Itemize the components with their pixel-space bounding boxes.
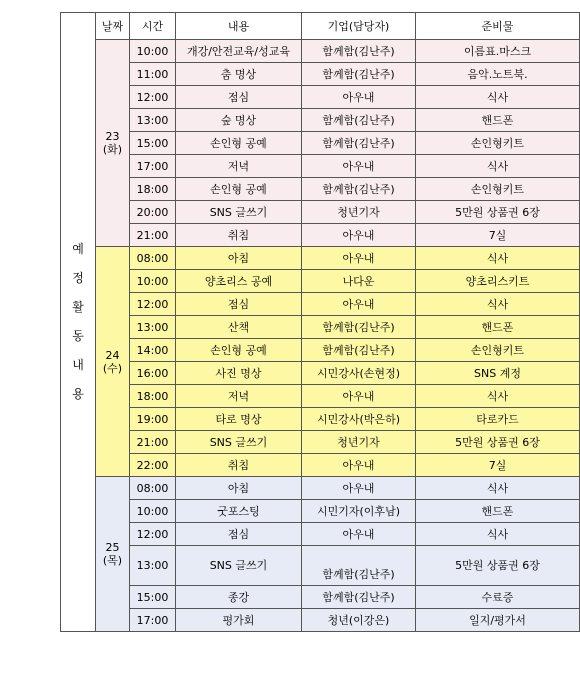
preparation-cell: 식사 [416, 523, 580, 546]
schedule-row [61, 132, 580, 155]
organizer-cell: 함께함(김난주) [302, 586, 416, 609]
date-weekday: (목) [102, 554, 123, 567]
schedule-row [61, 293, 580, 316]
time-cell: 17:00 [130, 155, 176, 178]
organizer-cell: 아우내 [302, 293, 416, 316]
schedule-row [61, 385, 580, 408]
time-cell: 08:00 [130, 247, 176, 270]
preparation-cell: 식사 [416, 86, 580, 109]
preparation-cell: 핸드폰 [416, 109, 580, 132]
time-cell: 12:00 [130, 86, 176, 109]
preparation-cell: 식사 [416, 247, 580, 270]
schedule-row [61, 109, 580, 132]
schedule-row [61, 155, 580, 178]
schedule-row [61, 523, 580, 546]
organizer-cell: 아우내 [302, 477, 416, 500]
organizer-cell: 아우내 [302, 247, 416, 270]
activity-cell: 아침 [176, 477, 302, 500]
header-row [61, 13, 580, 40]
activity-cell: 점심 [176, 523, 302, 546]
activity-cell: SNS 글쓰기 [176, 431, 302, 454]
time-cell: 19:00 [130, 408, 176, 431]
header-preparation: 준비물 [416, 13, 580, 40]
schedule-row [61, 408, 580, 431]
date-cell [96, 247, 130, 477]
schedule-row [61, 431, 580, 454]
time-cell: 15:00 [130, 586, 176, 609]
preparation-cell: 5만원 상품권 6장 [416, 546, 580, 586]
organizer-cell: 청년기자 [302, 201, 416, 224]
organizer-cell: 함께함(김난주) [302, 63, 416, 86]
activity-cell: 취침 [176, 224, 302, 247]
activity-cell: 손인형 공예 [176, 132, 302, 155]
activity-cell: 산책 [176, 316, 302, 339]
preparation-cell: 7실 [416, 454, 580, 477]
preparation-cell: 식사 [416, 477, 580, 500]
time-cell: 08:00 [130, 477, 176, 500]
organizer-cell: 시민강사(손현정) [302, 362, 416, 385]
organizer-cell: 아우내 [302, 224, 416, 247]
date-weekday: (화) [102, 143, 123, 156]
activity-cell: 양초리스 공예 [176, 270, 302, 293]
preparation-cell: 핸드폰 [416, 316, 580, 339]
time-cell: 13:00 [130, 109, 176, 132]
preparation-cell: 손인형키트 [416, 339, 580, 362]
preparation-cell: 음악.노트북. [416, 63, 580, 86]
activity-cell: 손인형 공예 [176, 339, 302, 362]
schedule-row [61, 178, 580, 201]
time-cell: 14:00 [130, 339, 176, 362]
date-cell [96, 477, 130, 632]
schedule-row [61, 339, 580, 362]
date-number: 24 [105, 348, 120, 362]
time-cell: 10:00 [130, 270, 176, 293]
preparation-cell: 식사 [416, 385, 580, 408]
time-cell: 12:00 [130, 293, 176, 316]
preparation-cell: 7실 [416, 224, 580, 247]
organizer-cell: 아우내 [302, 155, 416, 178]
activity-cell: 숲 명상 [176, 109, 302, 132]
time-cell: 13:00 [130, 546, 176, 586]
schedule-row [61, 40, 580, 63]
organizer-cell: 함께함(김난주) [302, 109, 416, 132]
activity-cell: SNS 글쓰기 [176, 201, 302, 224]
activity-cell: 평가회 [176, 609, 302, 632]
section-label: 예정활동내용 [72, 242, 84, 401]
header-activity: 내용 [176, 13, 302, 40]
header-time: 시간 [130, 13, 176, 40]
organizer-cell: 아우내 [302, 86, 416, 109]
schedule-table [60, 12, 580, 632]
schedule-row [61, 586, 580, 609]
organizer-cell: 시민기자(이후남) [302, 500, 416, 523]
organizer-cell: 함께함(김난주) [302, 132, 416, 155]
time-cell: 10:00 [130, 500, 176, 523]
organizer-cell: 시민강사(박은하) [302, 408, 416, 431]
schedule-row [61, 224, 580, 247]
organizer-cell: 아우내 [302, 385, 416, 408]
time-cell: 10:00 [130, 40, 176, 63]
preparation-cell: 식사 [416, 155, 580, 178]
activity-cell: 사진 명상 [176, 362, 302, 385]
activity-cell: SNS 글쓰기 [176, 546, 302, 586]
date-weekday: (수) [102, 361, 123, 375]
schedule-row [61, 270, 580, 293]
activity-cell: 아침 [176, 247, 302, 270]
schedule-row [61, 477, 580, 500]
organizer-cell: 함께함(김난주) [302, 546, 416, 586]
time-cell: 22:00 [130, 454, 176, 477]
time-cell: 16:00 [130, 362, 176, 385]
schedule-row [61, 500, 580, 523]
activity-cell: 저녁 [176, 155, 302, 178]
schedule-row [61, 609, 580, 632]
activity-cell: 저녁 [176, 385, 302, 408]
time-cell: 21:00 [130, 431, 176, 454]
header-organizer: 기업(담당자) [302, 13, 416, 40]
preparation-cell: 일지/평가서 [416, 609, 580, 632]
preparation-cell: SNS 계정 [416, 362, 580, 385]
activity-cell: 점심 [176, 86, 302, 109]
organizer-cell: 함께함(김난주) [302, 40, 416, 63]
time-cell: 11:00 [130, 63, 176, 86]
preparation-cell: 손인형키트 [416, 178, 580, 201]
activity-cell: 굿포스팅 [176, 500, 302, 523]
organizer-cell: 함께함(김난주) [302, 178, 416, 201]
preparation-cell: 핸드폰 [416, 500, 580, 523]
time-cell: 15:00 [130, 132, 176, 155]
date-cell [96, 40, 130, 247]
schedule-row [61, 247, 580, 270]
activity-cell: 종강 [176, 586, 302, 609]
organizer-cell: 아우내 [302, 523, 416, 546]
time-cell: 13:00 [130, 316, 176, 339]
preparation-cell: 식사 [416, 293, 580, 316]
time-cell: 12:00 [130, 523, 176, 546]
date-number: 25 [105, 541, 120, 554]
organizer-cell: 함께함(김난주) [302, 316, 416, 339]
schedule-row [61, 316, 580, 339]
preparation-cell: 수료증 [416, 586, 580, 609]
activity-cell: 타로 명상 [176, 408, 302, 431]
preparation-cell: 5만원 상품권 6장 [416, 201, 580, 224]
preparation-cell: 손인형키트 [416, 132, 580, 155]
header-date: 날짜 [96, 13, 130, 40]
schedule-row [61, 63, 580, 86]
activity-cell: 손인형 공예 [176, 178, 302, 201]
schedule-row [61, 362, 580, 385]
preparation-cell: 이름표.마스크 [416, 40, 580, 63]
time-cell: 21:00 [130, 224, 176, 247]
organizer-cell: 청년(이강은) [302, 609, 416, 632]
time-cell: 18:00 [130, 385, 176, 408]
schedule-row [61, 454, 580, 477]
schedule-row [61, 546, 580, 586]
schedule-row [61, 86, 580, 109]
activity-cell: 점심 [176, 293, 302, 316]
preparation-cell: 양초리스키트 [416, 270, 580, 293]
activity-cell: 취침 [176, 454, 302, 477]
organizer-cell: 아우내 [302, 454, 416, 477]
activity-cell: 개강/안전교육/성교육 [176, 40, 302, 63]
organizer-cell: 함께함(김난주) [302, 339, 416, 362]
organizer-cell: 나다운 [302, 270, 416, 293]
time-cell: 20:00 [130, 201, 176, 224]
date-number: 23 [105, 130, 120, 143]
organizer-cell: 청년기자 [302, 431, 416, 454]
section-label-cell [61, 13, 96, 632]
time-cell: 17:00 [130, 609, 176, 632]
activity-cell: 춤 명상 [176, 63, 302, 86]
preparation-cell: 5만원 상품권 6장 [416, 431, 580, 454]
schedule-row [61, 201, 580, 224]
time-cell: 18:00 [130, 178, 176, 201]
preparation-cell: 타로카드 [416, 408, 580, 431]
